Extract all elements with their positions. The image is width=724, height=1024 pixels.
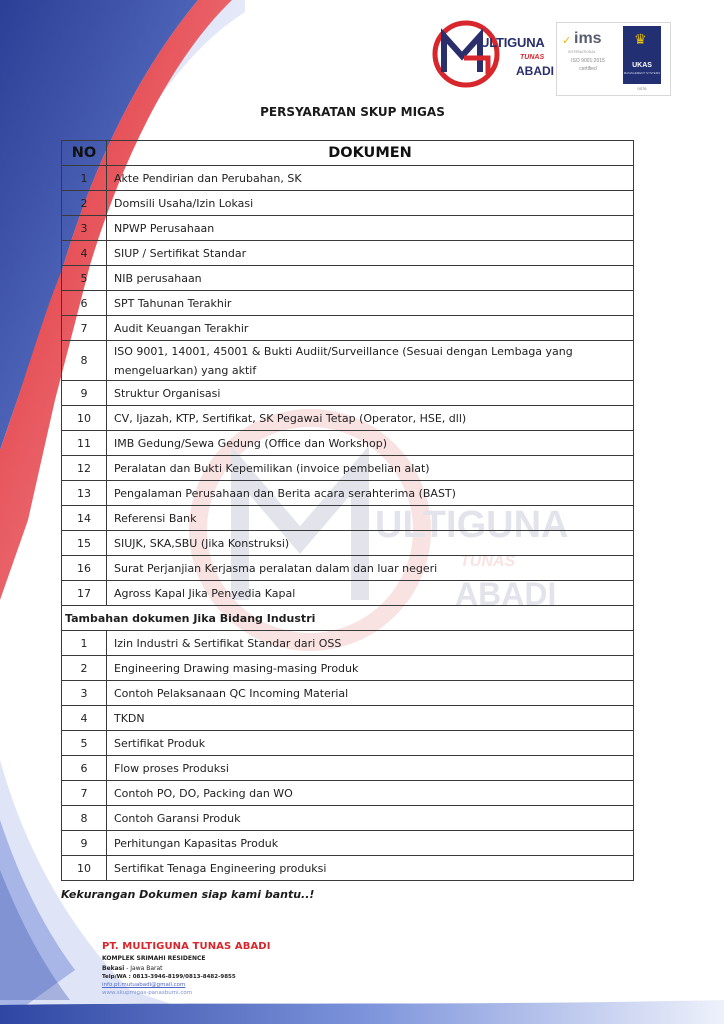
row-number: 2: [62, 191, 107, 216]
company-logo: [428, 18, 554, 90]
row-document: NPWP Perusahaan: [107, 216, 634, 241]
row-document: Sertifikat Produk: [107, 731, 634, 756]
table-row: [62, 381, 634, 406]
row-number: 7: [62, 781, 107, 806]
svg-text:TUNAS: TUNAS: [460, 553, 516, 570]
table-row: [62, 431, 634, 456]
row-document: NIB perusahaan: [107, 266, 634, 291]
row-document: IMB Gedung/Sewa Gedung (Office dan Workshop): [107, 431, 634, 456]
table-row: [62, 266, 634, 291]
footer-city: Bekasi: [102, 965, 125, 972]
table-row: [62, 456, 634, 481]
row-document: SIUJK, SKA,SBU (Jika Konstruksi): [107, 531, 634, 556]
ims-label: ims: [574, 30, 602, 47]
row-document: Izin Industri & Sertifikat Standar dari OSS: [107, 631, 634, 656]
row-document: Akte Pendirian dan Perubahan, SK: [107, 166, 634, 191]
requirements-table: [61, 140, 634, 881]
table-row: [62, 781, 634, 806]
row-document: Domsili Usaha/Izin Lokasi: [107, 191, 634, 216]
row-document: Contoh Garansi Produk: [107, 806, 634, 831]
table-row: [62, 631, 634, 656]
row-number: 16: [62, 556, 107, 581]
row-document: SIUP / Sertifikat Standar: [107, 241, 634, 266]
column-header-document: DOKUMEN: [107, 141, 634, 166]
row-document: Contoh Pelaksanaan QC Incoming Material: [107, 681, 634, 706]
row-number: 10: [62, 406, 107, 431]
row-number: 1: [62, 166, 107, 191]
row-number: 11: [62, 431, 107, 456]
table-row: [62, 291, 634, 316]
table-row: [62, 191, 634, 216]
row-document: ISO 9001, 14001, 45001 & Bukti Audiit/Surveillance (Sesuai dengan Lembaga yang mengeluarkan) yang aktif: [107, 341, 634, 381]
row-number: 6: [62, 291, 107, 316]
row-document: Perhitungan Kapasitas Produk: [107, 831, 634, 856]
section-title: Tambahan dokumen Jika Bidang Industri: [62, 606, 634, 631]
row-number: 5: [62, 731, 107, 756]
row-document: Audit Keuangan Terakhir: [107, 316, 634, 341]
column-header-no: NO: [62, 141, 107, 166]
iso-label: ISO 9001:2015: [571, 58, 605, 64]
footer-company-name: PT. MULTIGUNA TUNAS ABADI: [102, 941, 271, 952]
table-row: [62, 756, 634, 781]
row-number: 13: [62, 481, 107, 506]
row-number: 1: [62, 631, 107, 656]
table-row: [62, 341, 634, 381]
table-row: [62, 581, 634, 606]
row-document: Peralatan dan Bukti Kepemilikan (invoice pembelian alat): [107, 456, 634, 481]
row-number: 8: [62, 341, 107, 381]
ims-badge: [560, 26, 612, 88]
certified-label: certified: [579, 66, 597, 72]
svg-text:ABADI: ABADI: [455, 576, 557, 612]
row-number: 2: [62, 656, 107, 681]
row-document: Engineering Drawing masing-masing Produk: [107, 656, 634, 681]
table-row: [62, 166, 634, 191]
table-row: [62, 831, 634, 856]
footer-email-link[interactable]: info.pt.mutuabadi@gmail.com: [102, 982, 186, 988]
row-document: Struktur Organisasi: [107, 381, 634, 406]
row-number: 8: [62, 806, 107, 831]
svg-text:ULTIGUNA: ULTIGUNA: [375, 504, 569, 546]
table-row: [62, 406, 634, 431]
row-number: 14: [62, 506, 107, 531]
row-document: CV, Ijazah, KTP, Sertifikat, SK Pegawai Tetap (Operator, HSE, dll): [107, 406, 634, 431]
footer-contact: [102, 941, 271, 996]
table-row: [62, 531, 634, 556]
row-number: 7: [62, 316, 107, 341]
ims-subtitle: INTERNATIONAL: [568, 50, 596, 54]
table-row: [62, 216, 634, 241]
section-row: [62, 606, 634, 631]
row-number: 6: [62, 756, 107, 781]
table-row: [62, 316, 634, 341]
crown-tick-icon: ♛: [634, 32, 647, 48]
table-body: [62, 166, 634, 881]
logo-text-abadi: ABADI: [516, 64, 554, 78]
footer-website-link[interactable]: www.skupmigas-panasbumi.com: [102, 990, 193, 996]
row-number: 17: [62, 581, 107, 606]
footer-phone: Telp/WA : 0813-3946-8199/0813-8482-9855: [102, 974, 236, 980]
row-number: 12: [62, 456, 107, 481]
row-document: Agross Kapal Jika Penyedia Kapal: [107, 581, 634, 606]
row-number: 9: [62, 831, 107, 856]
logo-text-tunas: TUNAS: [520, 54, 545, 61]
row-number: 4: [62, 241, 107, 266]
footer-address: KOMPLEK SRIMAHI RESIDENCE: [102, 955, 206, 962]
table-row: [62, 856, 634, 881]
row-number: 4: [62, 706, 107, 731]
table-row: [62, 806, 634, 831]
table-row: [62, 481, 634, 506]
row-document: Sertifikat Tenaga Engineering produksi: [107, 856, 634, 881]
row-document: TKDN: [107, 706, 634, 731]
footer-region: - Jawa Barat: [124, 965, 163, 972]
table-row: [62, 556, 634, 581]
row-number: 5: [62, 266, 107, 291]
row-number: 9: [62, 381, 107, 406]
closing-note: Kekurangan Dokumen siap kami bantu..!: [61, 888, 315, 901]
ukas-badge: [623, 26, 661, 84]
ukas-subtitle: MANAGEMENT SYSTEMS: [623, 71, 661, 75]
row-number: 3: [62, 216, 107, 241]
page-title: PERSYARATAN SKUP MIGAS: [260, 105, 445, 119]
row-number: 3: [62, 681, 107, 706]
table-row: [62, 656, 634, 681]
row-document: Contoh PO, DO, Packing dan WO: [107, 781, 634, 806]
ukas-number: 0076: [637, 86, 647, 91]
logo-text-ultiguna: ULTIGUNA: [480, 35, 545, 50]
footer-city-line: [102, 965, 271, 972]
row-document: Referensi Bank: [107, 506, 634, 531]
table-row: [62, 506, 634, 531]
row-number: 15: [62, 531, 107, 556]
row-number: 10: [62, 856, 107, 881]
table-row: [62, 681, 634, 706]
row-document: Flow proses Produksi: [107, 756, 634, 781]
check-icon: ✓: [562, 34, 572, 47]
row-document: SPT Tahunan Terakhir: [107, 291, 634, 316]
table-row: [62, 706, 634, 731]
row-document: Pengalaman Perusahaan dan Berita acara serahterima (BAST): [107, 481, 634, 506]
certification-badge: [556, 22, 671, 96]
table-row: [62, 731, 634, 756]
ukas-label: UKAS: [632, 62, 652, 69]
table-header-row: [62, 141, 634, 166]
table-row: [62, 241, 634, 266]
row-document: Surat Perjanjian Kerjasma peralatan dalam dan luar negeri: [107, 556, 634, 581]
